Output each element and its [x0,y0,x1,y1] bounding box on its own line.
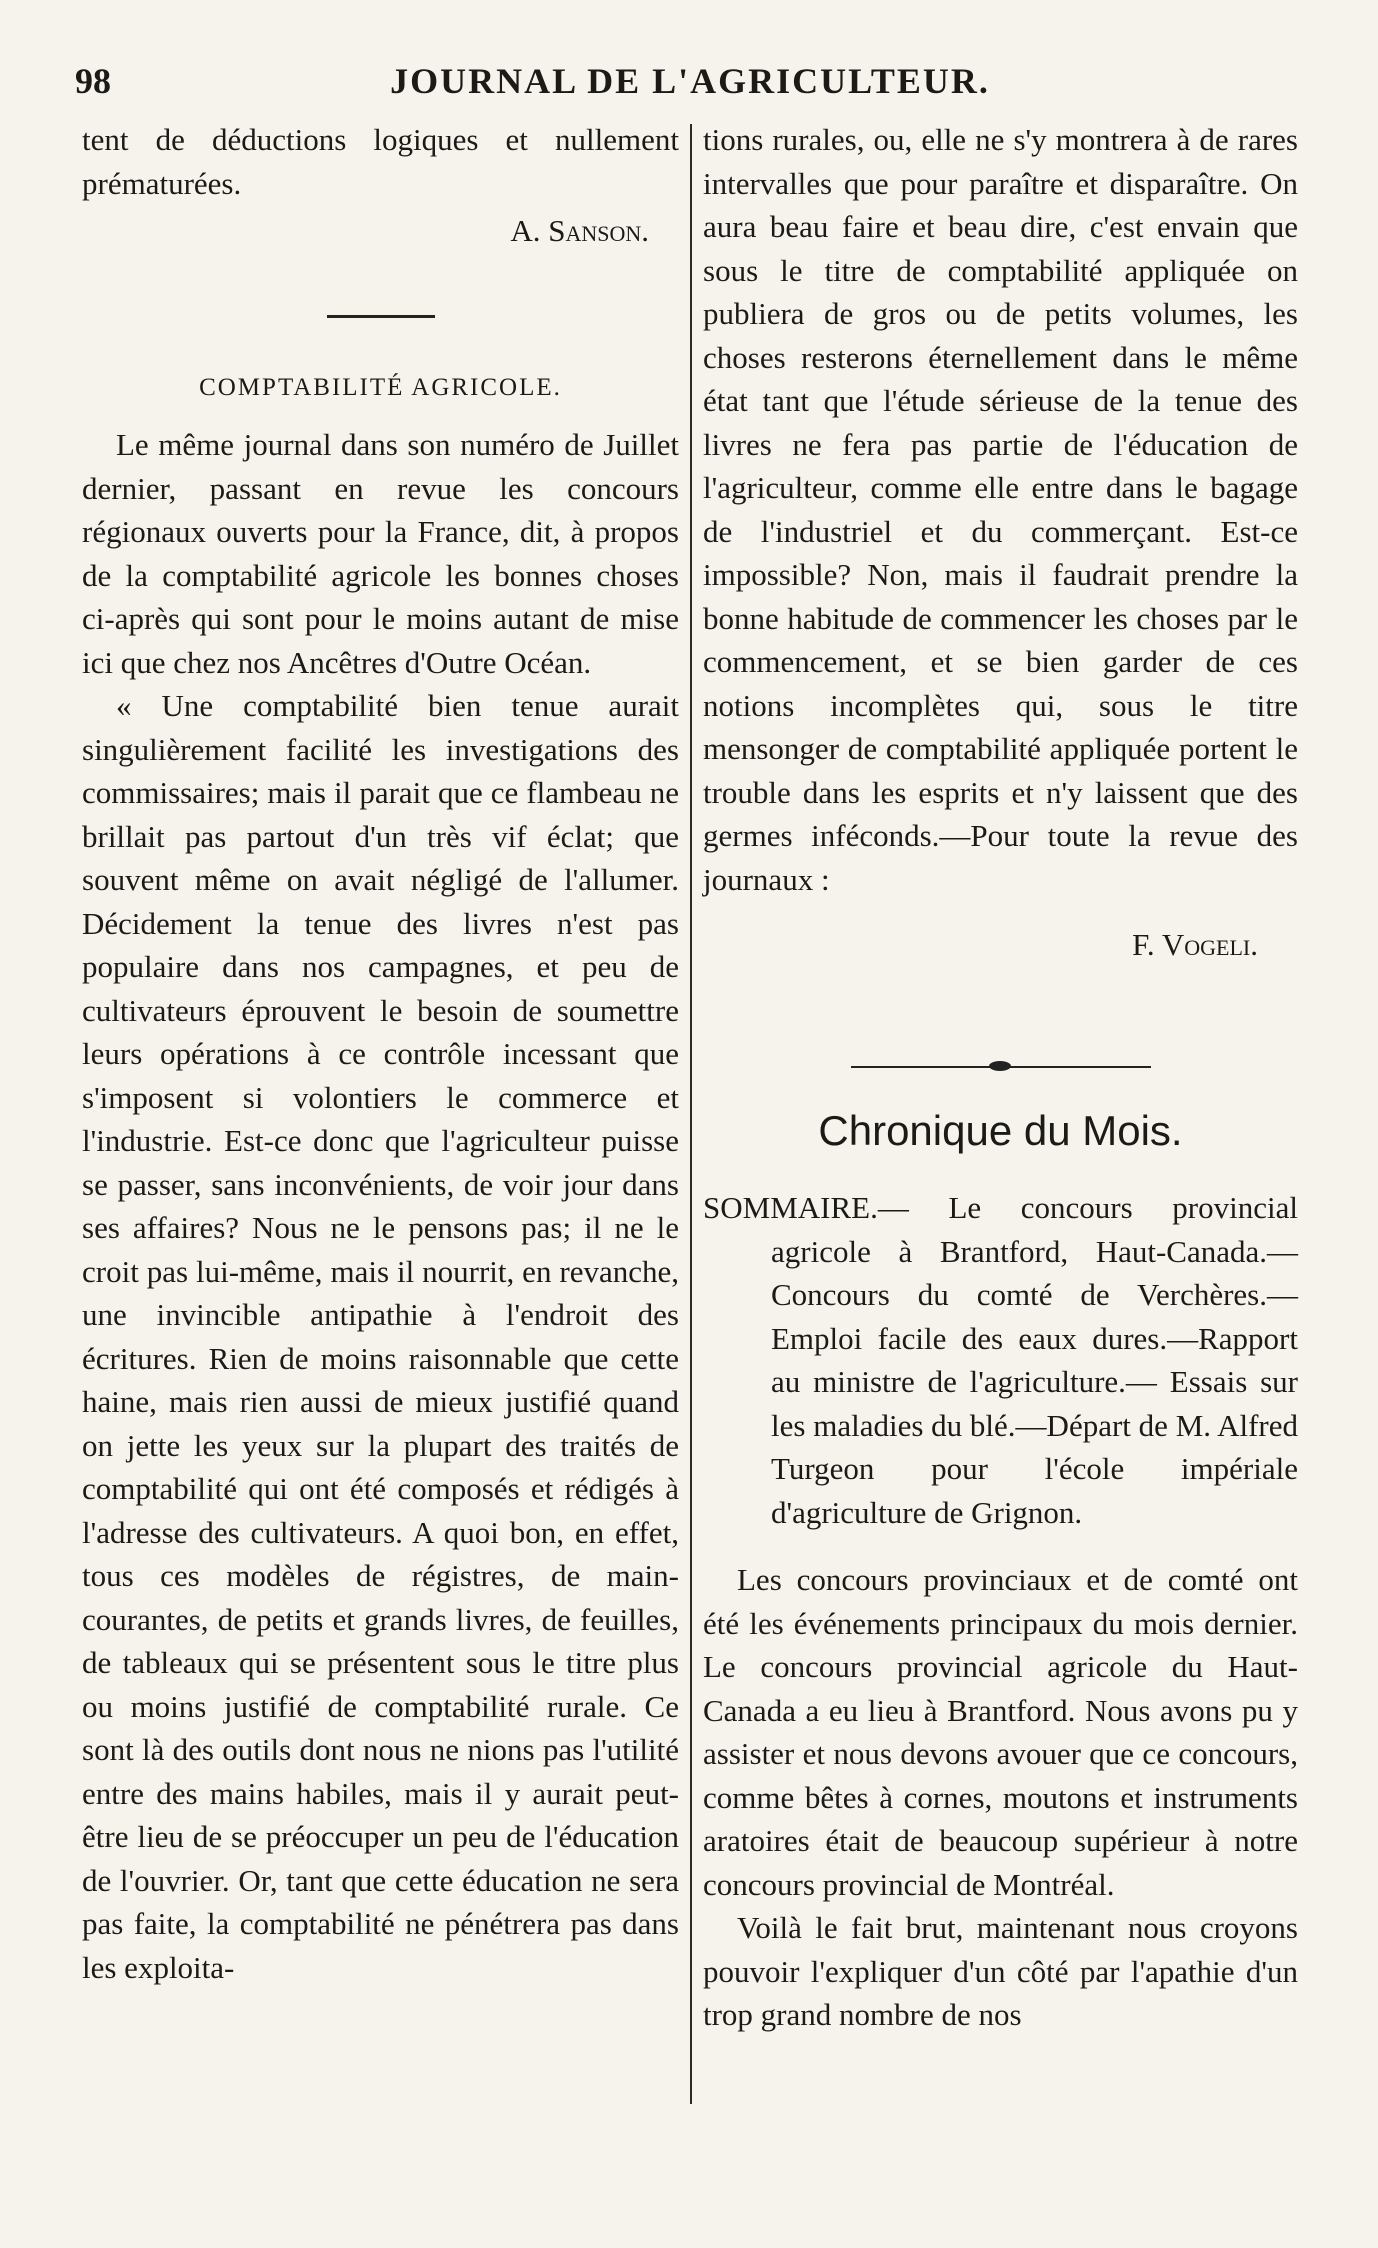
section-separator [327,315,435,318]
column-divider [690,124,692,2104]
signature-sanson: A. Sanson. [510,213,649,248]
chronicle-summary: SOMMAIRE.— Le concours provincial agricole à Brantford, Haut-Canada.— Concours du comté de Verchères.— Emploi facile des eaux dures.—Rapport au ministre de l'agriculture.— Essais sur les maladies du blé.—Départ de M. Alfred Turgeon pour l'école impériale d'agriculture de Grignon. [703,1190,1298,1530]
left-column [82,118,679,1989]
section-heading-comptabilite: COMPTABILITÉ AGRICOLE. [199,373,562,401]
comptabilite-paragraph-1: Le même journal dans son numéro de Juillet dernier, passant en revue les concours régionaux ouverts pour la France, dit, à propos de la comptabilité agricole les bonnes choses ci-après qui sont pour le moins autant de mise ici que chez nos Ancêtres d'Outre Océan. [82,427,679,680]
page-number: 98 [75,61,111,101]
chronicle-title: Chronique du Mois. [818,1106,1183,1154]
running-title: JOURNAL DE L'AGRICULTEUR. [390,61,990,101]
chronicle-paragraph-2: Voilà le fait brut, maintenant nous croyons pouvoir l'expliquer d'un côté par l'apathie d'un trop grand nombre de nos [703,1910,1298,2032]
comptabilite-paragraph-continued: tions rurales, ou, elle ne s'y montrera à de rares intervalles que pour paraître et disparaître. On aura beau faire et beau dire, c'est envain que sous le titre de comptabilité appliquée on publiera de gros ou de petits volumes, les choses resterons éternellement dans le même état tant que l'étude sérieuse de la tenue des livres ne fera pas partie de l'éducation de l'agriculteur, comme elle entre dans le bagage de l'industriel et du commerçant. Est-ce impossible? Non, mais il faudrait prendre la bonne habitude de commencer les choses par le commencement, et se bien garder de ces notions incomplètes qui, sous le titre mensonger de comptabilité appliquée portent le trouble dans les esprits et n'y laissent que des germes inféconds.—Pour toute la revue des journaux : [703,122,1298,897]
chronicle-paragraph-1: Les concours provinciaux et de comté ont été les événements principaux du mois dernier. Le concours provincial agricole du Haut-Canada a eu lieu à Brantford. Nous avons pu y assister et nous devons avouer que ce concours, comme bêtes à cornes, moutons et instruments aratoires était de beaucoup supérieur à notre concours provincial de Montréal. [703,1562,1298,1902]
comptabilite-paragraph-2: « Une comptabilité bien tenue aurait singulièrement facilité les investigations des commissaires; mais il parait que ce flambeau ne brillait pas partout d'un très vif éclat; que souvent même on avait négligé de l'allumer. Décidement la tenue des livres n'est pas populaire dans nos campagnes, et peu de cultivateurs éprouvent le besoin de soumettre leurs opérations à ce contrôle incessant que s'imposent si volontiers le commerce et l'industrie. Est-ce donc que l'agriculteur puisse se passer, sans inconvénients, de voir jour dans ses affaires? Nous ne le pensons pas; il ne le croit pas lui-même, mais il nourrit, en revanche, une invincible antipathie à l'endroit des écritures. Rien de moins raisonnable que cette haine, mais rien aussi de mieux justifié quand on jette les yeux sur la plupart des traités de comptabilité qui ont été composés et rédigés à l'adresse des cultivateurs. A quoi bon, en effet, tous ces modèles de régistres, de main-courantes, de petits et grands livres, de feuilles, de tableaux qui se présentent sous le titre plus ou moins justifié de comptabilité rurale. Ce sont là des outils dont nous ne nions pas l'utilité entre des mains habiles, mais il y aurait peut-être lieu de se préoccuper un peu de l'éducation de l'ouvrier. Or, tant que cette éducation ne sera pas faite, la comptabilité ne pénétrera pas dans les exploita- [82,688,679,1985]
page-header [75,60,1305,124]
right-column [703,118,1298,2037]
ornamental-divider [851,1061,1151,1073]
sanson-paragraph-end: tent de déductions logiques et nullement prématurées. [82,122,679,201]
ornament-center [989,1061,1011,1071]
signature-vogeli: F. Vogeli. [1132,927,1258,962]
